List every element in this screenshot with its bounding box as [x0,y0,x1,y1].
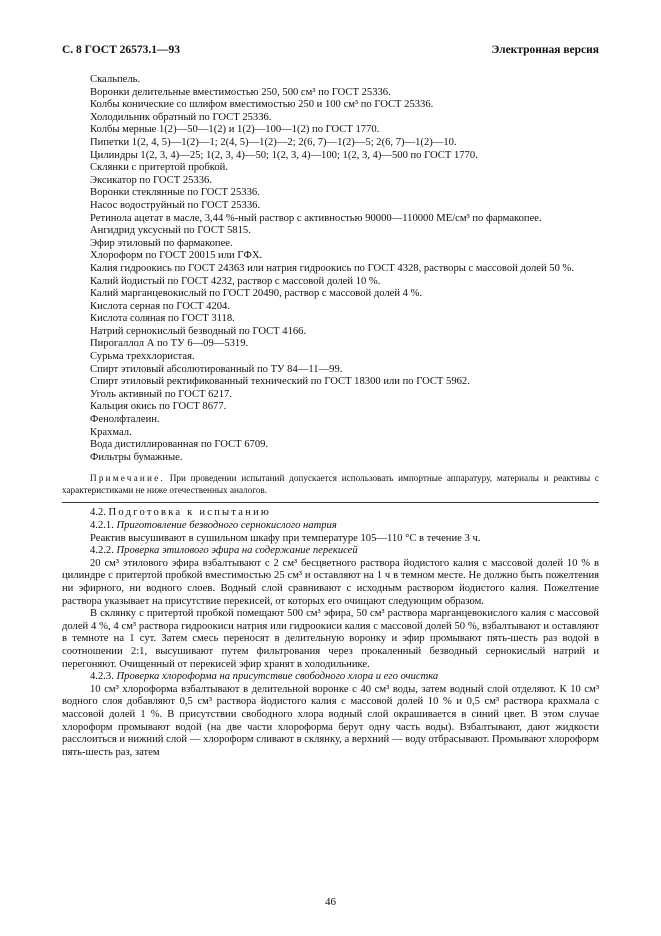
list-item: Калий йодистый по ГОСТ 4232, раствор с массовой долей 10 %. [90,275,381,287]
subsection-heading [62,671,599,684]
page-number: 46 [325,896,336,908]
list-item: Кальция окись по ГОСТ 8677. [90,401,227,413]
subsection-title: Приготовление безводного сернокислого натрия [116,520,337,531]
paragraph: 10 см³ хлороформа взбалтывают в делительной воронке с 40 см³ воды, затем водный слой отделяют. К 10 см³ водного слоя добавляют 0,5 см³ раствора йодистого калия с массовой долей 10 % и 0,5 см³ раствора крахмала с массовой долей 1 %. В присутствии свободного хлора водный слой окрашивается в синий цвет. В этом случае хлороформ промывают водой (на две части хлороформа берут одну часть воды). Взбалтывают, дают жидкости расслоиться и нижний слой — хлороформ сливают в склянку, а верхний — воду отбрасывают. Промывают хлороформ пять-шесть раз, затем [62,683,599,758]
subsection-title: Проверка этилового эфира на содержание перекисей [116,545,358,557]
list-item: Пипетки 1(2, 4, 5)—1(2)—1; 2(4, 5)—1(2)—2; 2(6, 7)—1(2)—5; 2(6, 7)—1(2)—10. [90,136,457,148]
list-item: Насос водоструйный по ГОСТ 25336. [90,199,261,211]
subsection-number: 4.2.3. [90,671,114,683]
section-number: 4.2. [90,507,106,519]
list-item: Скальпель. [90,74,141,85]
list-item: Кислота серная по ГОСТ 4204. [90,300,230,312]
list-item: Ангидрид уксусный по ГОСТ 5815. [90,225,251,237]
list-item: Эксикатор по ГОСТ 25336. [90,174,212,186]
hydroxide-item: Калия гидроокись по ГОСТ 24363 или натрия гидроокись по ГОСТ 4328, растворы с массовой долей 50 %. [90,262,575,274]
note-block [62,473,599,503]
list-item: Колбы мерные 1(2)—50—1(2) и 1(2)—100—1(2) по ГОСТ 1770. [90,124,380,136]
paragraph: В склянку с притертой пробкой помещают 500 см³ эфира, 50 см³ раствора марганцевокислого калия с массовой долей 4 %, 4 см³ раствора гидроокиси натрия или гидроокиси калия с массовой долей 50 %, взбалтывают и оставляют в темноте на 1 сут. Затем смесь переносят в делительную воронку и эфир промывают пять-шесть раз водой в соотношении 2:1, высушивают путем фильтрования через прокаленный безводный сернокислый натрий и перегоняют. Очищенный от перекисей эфир хранят в холодильнике. [62,608,599,670]
list-item: Воронки стеклянные по ГОСТ 25336. [90,187,260,199]
subsection-number: 4.2.2. [90,545,114,557]
subsection-heading [62,545,599,558]
paragraph: 20 см³ этилового эфира взбалтывают с 2 см³ бесцветного раствора йодистого калия с массовой долей 10 % в цилиндре с притертой пробкой вместимостью 25 см³ и оставляют на 1 ч в темном месте. Не должно быть пожелтения ни эфирного, ни водного слоев. Водный слой сравнивают с исходным раствором йодистого калия. Пожелтение раствора указывает на присутствие перекисей, от которых его очищают следующим образом. [62,557,599,607]
list-item: Хлороформ по ГОСТ 20015 или ГФХ. [90,250,263,262]
list-item: Спирт этиловый ректификованный технический по ГОСТ 18300 или по ГОСТ 5962. [90,376,470,388]
reagent-list-1 [62,225,599,263]
document-body [62,74,599,759]
edition-label: Электронная версия [491,44,599,56]
reagent-list-2 [62,276,599,465]
list-item: Уголь активный по ГОСТ 6217. [90,388,232,400]
list-item: Эфир этиловый по фармакопее. [90,237,233,249]
paragraph: Реактив высушивают в сушильном шкафу при температуре 105—110 °С в течение 3 ч. [90,532,481,544]
list-item: Вода дистиллированная по ГОСТ 6709. [90,439,269,451]
list-item: Колбы конические со шлифом вместимостью 250 и 100 см³ по ГОСТ 25336. [90,99,434,111]
list-item: Фильтры бумажные. [90,451,183,463]
retinol-item: Ретинола ацетат в масле, 3,44 %-ный раствор с активностью 90000—110000 МЕ/см³ по фармакопее. [90,212,542,224]
list-item: Фенолфталеин. [90,414,160,426]
subsection-title: Проверка хлороформа на присутствие свободного хлора и его очистка [116,671,439,683]
list-item: Холодильник обратный по ГОСТ 25336. [90,111,272,123]
list-item: Калий марганцевокислый по ГОСТ 20490, раствор с массовой долей 4 %. [90,288,423,300]
list-item: Крахмал. [90,426,132,438]
section-title: Подготовка к испытанию [108,507,272,519]
subsection-number: 4.2.1. [90,520,114,531]
subsection-heading [62,520,599,533]
list-item: Цилиндры 1(2, 3, 4)—25; 1(2, 3, 4)—50; 1(2, 3, 4)—100; 1(2, 3, 4)—500 по ГОСТ 1770. [90,149,478,161]
standard-reference: С. 8 ГОСТ 26573.1—93 [62,44,181,56]
list-item: Сурьма треххлористая. [90,351,195,363]
note-label: Примечание. [90,473,165,484]
list-item: Склянки с притертой пробкой. [90,162,228,174]
list-item: Спирт этиловый абсолютированный по ТУ 84—11—99. [90,363,343,375]
list-item: Кислота соляная по ГОСТ 3118. [90,313,235,325]
page-header [62,44,599,56]
section-heading [62,507,599,520]
equipment-list [62,74,599,213]
list-item: Воронки делительные вместимостью 250, 500 см³ по ГОСТ 25336. [90,86,391,98]
list-item: Натрий сернокислый безводный по ГОСТ 4166. [90,325,307,337]
list-item: Пирогаллол А по ТУ 6—09—5319. [90,338,249,350]
note-text: При проведении испытаний допускается использовать импортные аппаратуру, материалы и реактивы с характеристиками не ниже отечественных аналогов. [62,473,600,495]
